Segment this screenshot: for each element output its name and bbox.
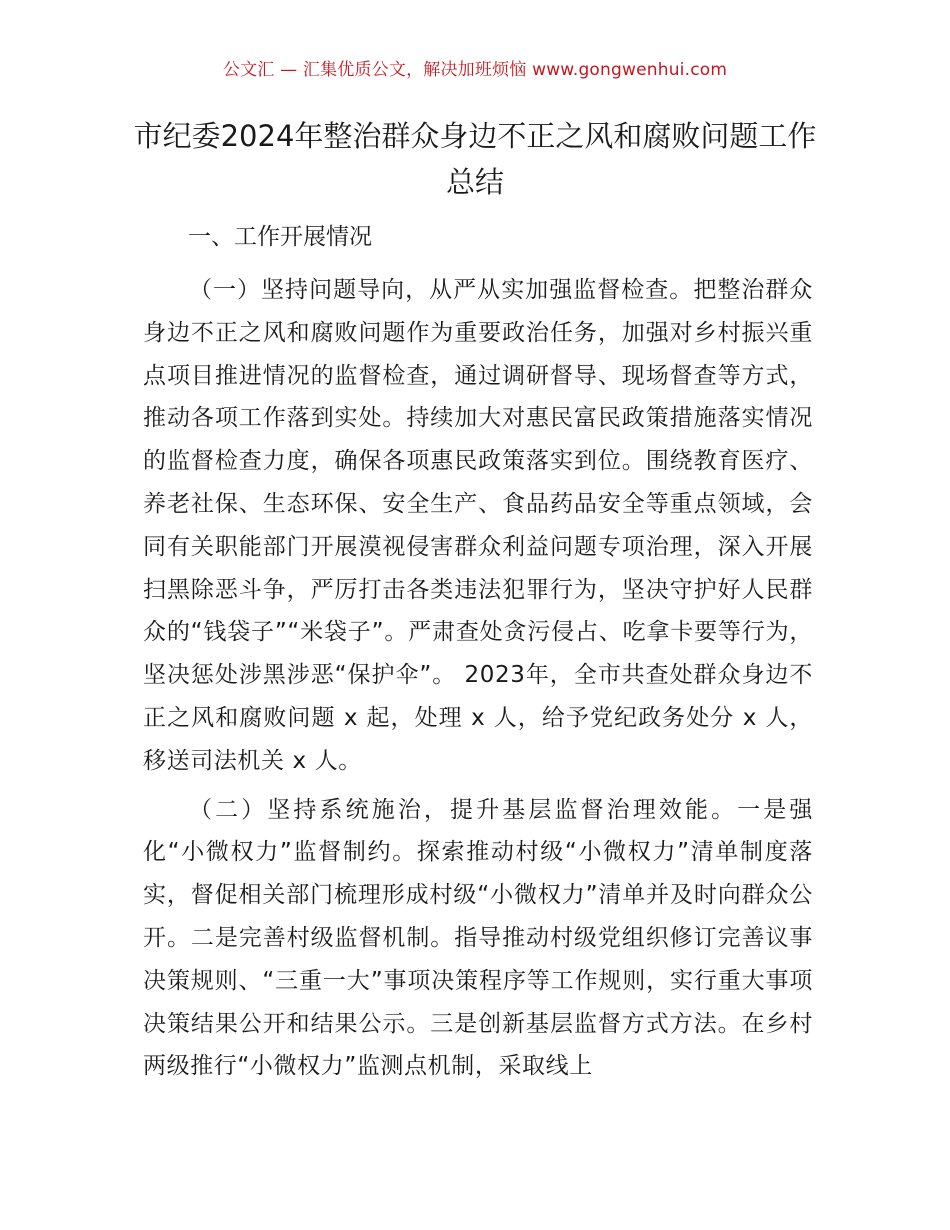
paragraph-1: （一）坚持问题导向，从严从实加强监督检查。把整治群众身边不正之风和腐败问题作为重要政治任务，加强对乡村振兴重点项目推进情况的监督检查，通过调研督导、现场督查等方式，推动各项工作落到实处。持续加大对惠民富民政策措施落实情况的监督检查力度，确保各项惠民政策落实到位。围绕教育医疗、养老社保、生态环保、安全生产、食品药品安全等重点领域，会同有关职能部门开展漠视侵害群众利益问题专项治理，深入开展扫黑除恶斗争，严厉打击各类违法犯罪行为，坚决守护好人民群众的“钱袋子”“米袋子”。严肃查处贪污侵占、吃拿卡要等行为，坚决惩处涉黑涉恶“保护伞”。 2023年，全市共查处群众身边不正之风和腐败问题 x 起，处理 x 人，给予党纪政务处分 x 人，移送司法机关 x 人。 — [143, 277, 813, 774]
document-title: 市纪委2024年整治群众身边不正之风和腐败问题工作总结 — [133, 119, 817, 199]
paragraph-2: （二）坚持系统施治，提升基层监督治理效能。一是强化“小微权力”监督制约。探索推动村级“小微权力”清单制度落实，督促相关部门梳理形成村级“小微权力”清单并及时向群众公开。二是完善村级监督机制。指导推动村级党组织修订完善议事决策规则、“三重一大”事项决策程序等工作规则，实行重大事项决策结果公开和结果公示。三是创新基层监督方式方法。在乡村两级推行“小微权力”监测点机制，采取线上 — [143, 796, 813, 1080]
site-banner: 公文汇 — 汇集优质公文，解决加班烦恼 www.gongwenhui.com — [222, 60, 728, 80]
section-heading: 一、工作开展情况 — [188, 224, 372, 250]
document-body — [143, 215, 813, 1094]
